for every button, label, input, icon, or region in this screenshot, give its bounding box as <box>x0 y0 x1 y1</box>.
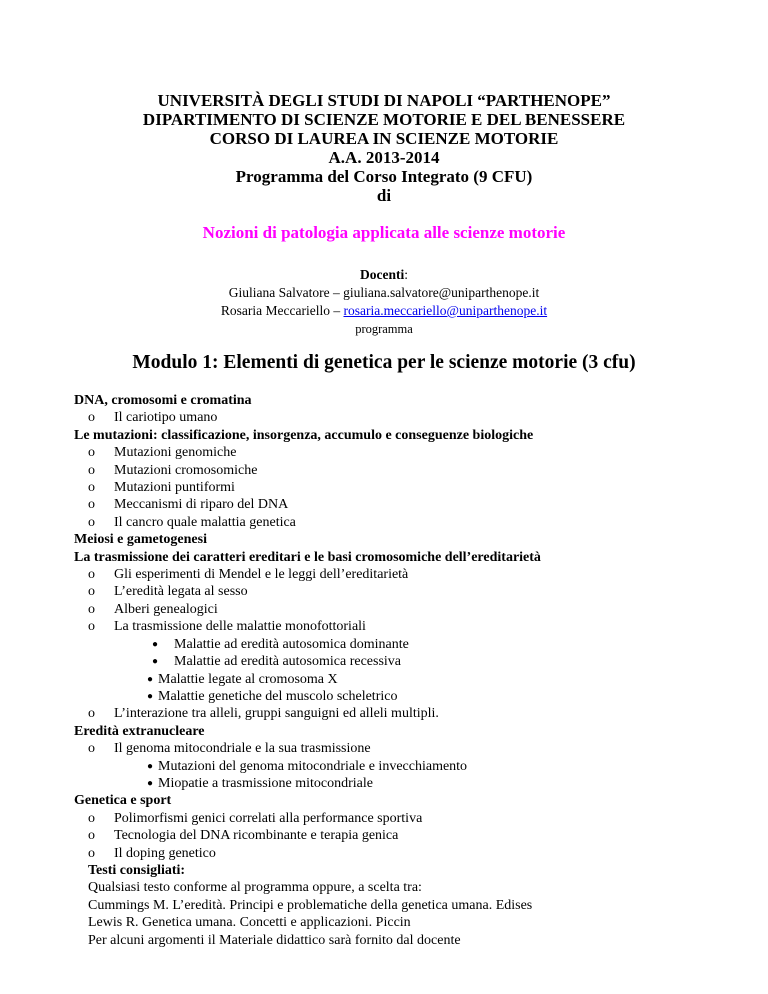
syllabus-item <box>0 618 768 635</box>
syllabus-subitem-text: Mutazioni del genoma mitocondriale e invecchiamento <box>158 758 468 774</box>
module-title: Modulo 1: Elementi di genetica per le scienze motorie (3 cfu) <box>132 352 636 373</box>
circle-marker: o <box>88 497 95 513</box>
circle-marker: o <box>88 584 95 600</box>
syllabus-item <box>0 705 768 722</box>
syllabus-item-text: Il cariotipo umano <box>114 410 218 426</box>
syllabus-subitem-text: Malattie genetiche del muscolo scheletrico <box>158 688 398 704</box>
syllabus-subitem <box>0 653 768 670</box>
teachers-block <box>0 266 768 320</box>
document-header <box>0 91 768 205</box>
syllabus-item <box>0 479 768 496</box>
syllabus-item <box>0 514 768 531</box>
circle-marker: o <box>88 828 95 844</box>
syllabus-item <box>0 740 768 757</box>
course-title: Nozioni di patologia applicata alle scienze motorie <box>202 223 566 242</box>
teacher-2-name: Rosaria Meccariello – <box>220 303 344 318</box>
circle-marker: o <box>88 445 95 461</box>
syllabus-item-text: Mutazioni genomiche <box>114 445 237 461</box>
reference-item: Per alcuni argomenti il Materiale didattico sarà fornito dal docente <box>88 932 461 948</box>
syllabus-item-text: Polimorfismi genici correlati alla performance sportiva <box>114 810 423 826</box>
circle-marker: o <box>88 480 95 496</box>
circle-marker: o <box>88 567 95 583</box>
department-name: DIPARTIMENTO DI SCIENZE MOTORIE E DEL BENESSERE <box>142 110 626 129</box>
syllabus-section: Meiosi e gametogenesi <box>74 532 207 548</box>
bullet-marker: ● <box>147 777 154 789</box>
syllabus-item-text: Meccanismi di riparo del DNA <box>114 497 289 513</box>
bullet-marker: ● <box>147 673 154 685</box>
circle-marker: o <box>88 845 95 861</box>
reference-item: Cummings M. L’eredità. Principi e problematiche della genetica umana. Edises <box>88 897 533 913</box>
programma-label: programma <box>355 322 413 336</box>
syllabus-item <box>0 827 768 844</box>
academic-year: A.A. 2013-2014 <box>328 148 440 167</box>
bullet-marker: ● <box>147 760 154 772</box>
syllabus-subitem-text: Malattie ad eredità autosomica recessiva <box>174 654 402 670</box>
syllabus-section: Genetica e sport <box>74 793 172 809</box>
bullet-marker: ● <box>147 690 154 702</box>
references <box>0 862 768 949</box>
syllabus-item-text: La trasmissione delle malattie monofottoriali <box>114 619 366 635</box>
syllabus-item-text: L’interazione tra alleli, gruppi sanguigni ed alleli multipli. <box>114 706 439 722</box>
syllabus-item <box>0 845 768 862</box>
syllabus-item <box>0 601 768 618</box>
bullet-marker: ● <box>152 638 159 650</box>
circle-marker: o <box>88 706 95 722</box>
circle-marker: o <box>88 514 95 530</box>
references-title: Testi consigliati: <box>88 863 186 878</box>
syllabus-subitem <box>0 636 768 653</box>
syllabus-item-text: Tecnologia del DNA ricombinante e terapia genica <box>114 828 399 844</box>
teachers-colon: : <box>404 267 408 282</box>
syllabus-section: La trasmissione dei caratteri ereditari e le basi cromosomiche dell’ereditarietà <box>74 549 541 565</box>
reference-item: Lewis R. Genetica umana. Concetti e applicazioni. Piccin <box>88 915 411 931</box>
circle-marker: o <box>88 462 95 478</box>
syllabus-section: DNA, cromosomi e cromatina <box>74 393 252 408</box>
circle-marker: o <box>88 410 95 426</box>
syllabus-item <box>0 444 768 461</box>
syllabus-item <box>0 496 768 513</box>
syllabus-item-text: Il genoma mitocondriale e la sua trasmissione <box>114 741 371 757</box>
degree-course: CORSO DI LAUREA IN SCIENZE MOTORIE <box>209 129 559 148</box>
syllabus-subitem <box>0 758 768 775</box>
syllabus-section: Le mutazioni: classificazione, insorgenza, accumulo e conseguenze biologiche <box>74 427 534 443</box>
syllabus-subitem <box>0 688 768 705</box>
syllabus-subitem <box>0 775 768 792</box>
syllabus-item-text: Mutazioni cromosomiche <box>114 462 258 478</box>
bullet-marker: ● <box>152 656 159 668</box>
syllabus-item-text: Mutazioni puntiformi <box>114 480 235 496</box>
teachers-heading <box>0 266 768 284</box>
teacher-1: Giuliana Salvatore – giuliana.salvatore@uniparthenope.it <box>228 285 540 300</box>
program-di: di <box>376 186 392 205</box>
syllabus <box>0 392 768 862</box>
circle-marker: o <box>88 619 95 635</box>
syllabus-item-text: Il cancro quale malattia genetica <box>114 514 296 530</box>
syllabus-section: Eredità extranucleare <box>74 723 205 739</box>
syllabus-item-text: L’eredità legata al sesso <box>114 584 248 600</box>
syllabus-item-text: Alberi genealogici <box>114 601 218 617</box>
syllabus-item <box>0 810 768 827</box>
circle-marker: o <box>88 810 95 826</box>
reference-item: Qualsiasi testo conforme al programma oppure, a scelta tra: <box>88 880 422 896</box>
circle-marker: o <box>88 601 95 617</box>
syllabus-item-text: Il doping genetico <box>114 845 216 861</box>
syllabus-subitem-text: Malattie ad eredità autosomica dominante <box>174 636 409 652</box>
program-title: Programma del Corso Integrato (9 CFU) <box>235 167 533 186</box>
syllabus-subitem <box>0 671 768 688</box>
syllabus-item <box>0 409 768 426</box>
syllabus-subitem-text: Malattie legate al cromosoma X <box>158 671 338 687</box>
syllabus-subitem-text: Miopatie a trasmissione mitocondriale <box>158 775 374 791</box>
circle-marker: o <box>88 741 95 757</box>
syllabus-item <box>0 583 768 600</box>
syllabus-item <box>0 462 768 479</box>
university-name: UNIVERSITÀ DEGLI STUDI DI NAPOLI “PARTHENOPE” <box>157 91 611 110</box>
teacher-2-email-link[interactable]: rosaria.meccariello@uniparthenope.it <box>343 303 548 318</box>
teachers-label: Docenti <box>359 267 405 282</box>
teacher-2 <box>0 302 768 320</box>
syllabus-item <box>0 566 768 583</box>
syllabus-item-text: Gli esperimenti di Mendel e le leggi dell’ereditarietà <box>114 567 409 583</box>
